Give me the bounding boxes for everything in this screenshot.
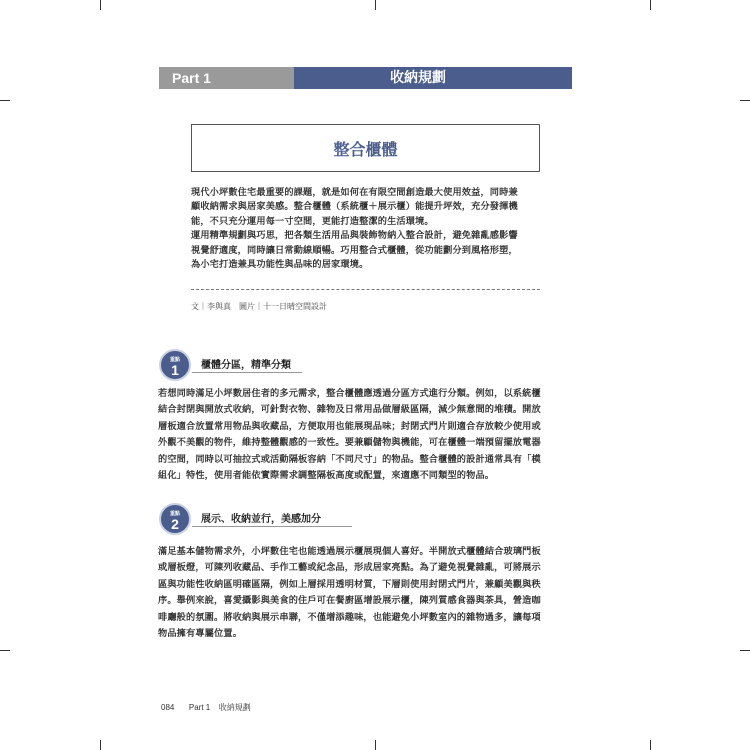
point-badge bbox=[159, 349, 191, 381]
point-heading-2 bbox=[159, 503, 321, 535]
crop-mark bbox=[100, 0, 101, 10]
body-line: 結合封閉與開放式收納，可針對衣物、雜物及日常用品做層級區隔，減少無意間的堆積。開放 bbox=[158, 404, 541, 416]
intro-line: 顧收納需求與居家美感。整合櫃體（系統櫃＋展示櫃）能提升坪效，充分發揮機 bbox=[191, 201, 518, 213]
dashed-divider bbox=[191, 289, 540, 290]
crop-mark bbox=[375, 0, 376, 10]
article-title-box bbox=[191, 124, 540, 172]
badge-label: 重點 bbox=[169, 511, 180, 517]
intro-line: 能，不只充分運用每一寸空間，更能打造整潔的生活環境。 bbox=[191, 215, 434, 227]
footer-part: Part 1 bbox=[188, 703, 211, 712]
body-line: 啡廳般的氛圍。將收納與展示串聯，不僅增添趣味，也能避免小坪數室內的雜物過多，讓每項 bbox=[158, 611, 541, 623]
crop-mark bbox=[650, 0, 651, 10]
intro-paragraph bbox=[191, 186, 543, 272]
header-part-label: Part 1 bbox=[159, 67, 294, 89]
body-line: 若想同時滿足小坪數居住者的多元需求，整合櫃體應透過分區方式進行分類。例如，以系統櫃 bbox=[158, 388, 541, 399]
badge-number: 2 bbox=[171, 516, 179, 532]
body-line: 滿足基本儲物需求外，小坪數住宅也能透過展示櫃展現個人喜好。半開放式櫃體結合玻璃門板 bbox=[158, 546, 541, 557]
page-footer bbox=[161, 702, 251, 713]
chapter-header bbox=[159, 67, 572, 89]
crop-mark bbox=[375, 740, 376, 750]
intro-line: 視覺舒適度，同時讓日常動線順暢。巧用整合式櫃體，從功能劃分到風格形塑， bbox=[191, 244, 518, 256]
point-underline bbox=[192, 372, 302, 373]
crop-mark bbox=[650, 740, 651, 750]
point-title: 櫃體分區，精準分類 bbox=[201, 360, 291, 371]
intro-line: 現代小坪數住宅最重要的課題，就是如何在有限空間創造最大使用效益，同時兼 bbox=[191, 187, 518, 198]
crop-mark bbox=[100, 740, 101, 750]
credit-line: 文｜李與真 圖片｜十一日晴空間設計 bbox=[191, 302, 327, 311]
header-section-title: 收納規劃 bbox=[294, 67, 572, 89]
article-title: 整合櫃體 bbox=[333, 139, 398, 159]
body-line: 組化」特性，使用者能依實際需求調整隔板高度或配置，來適應不同類型的物品。 bbox=[158, 470, 495, 482]
point-badge bbox=[159, 503, 191, 535]
badge-label: 重點 bbox=[169, 357, 180, 363]
crop-mark bbox=[0, 100, 10, 101]
point-underline bbox=[192, 526, 352, 527]
point-2-body bbox=[158, 544, 578, 642]
body-line: 外觀不美觀的物件，維持整體觀感的一致性。要兼顧儲物與機能，可在櫃體一端預留擺放電器 bbox=[158, 437, 541, 449]
point-heading-1 bbox=[159, 349, 291, 381]
crop-mark bbox=[0, 650, 10, 651]
body-line: 區與功能性收納區明確區隔，例如上層採用透明材質，下層則使用封閉式門片，兼顧美觀與秩 bbox=[158, 578, 541, 590]
intro-line: 運用精準規劃與巧思，把各類生活用品與裝飾物納入整合設計，避免雜亂感影響 bbox=[191, 230, 518, 242]
intro-line: 為小宅打造兼具功能性與品味的居家環境。 bbox=[191, 259, 369, 271]
body-line: 層板適合放置常用物品與收藏品，方便取用也能展現品味；封閉式門片則適合存放較少使用或 bbox=[158, 420, 541, 432]
point-1-body bbox=[158, 386, 578, 484]
body-line: 物品擁有專屬位置。 bbox=[158, 628, 243, 640]
page-number: 084 bbox=[161, 703, 175, 712]
body-line: 序。舉例來說，喜愛攝影與美食的住戶可在餐廚區增設展示櫃，陳列質感食器與茶具，營造咖 bbox=[158, 595, 541, 607]
crop-mark bbox=[740, 650, 750, 651]
body-line: 的空間，同時以可抽拉式或活動隔板容納「不同尺寸」的物品。整合櫃體的設計通常具有「模 bbox=[158, 453, 541, 465]
crop-mark bbox=[740, 100, 750, 101]
footer-section: 收納規劃 bbox=[218, 703, 251, 712]
badge-number: 1 bbox=[171, 362, 179, 378]
body-line: 或層板燈，可陳列收藏品、手作工藝或紀念品，形成居家亮點。為了避免視覺雜亂，可將展示 bbox=[158, 562, 541, 574]
point-title: 展示、收納並行，美感加分 bbox=[201, 514, 321, 525]
